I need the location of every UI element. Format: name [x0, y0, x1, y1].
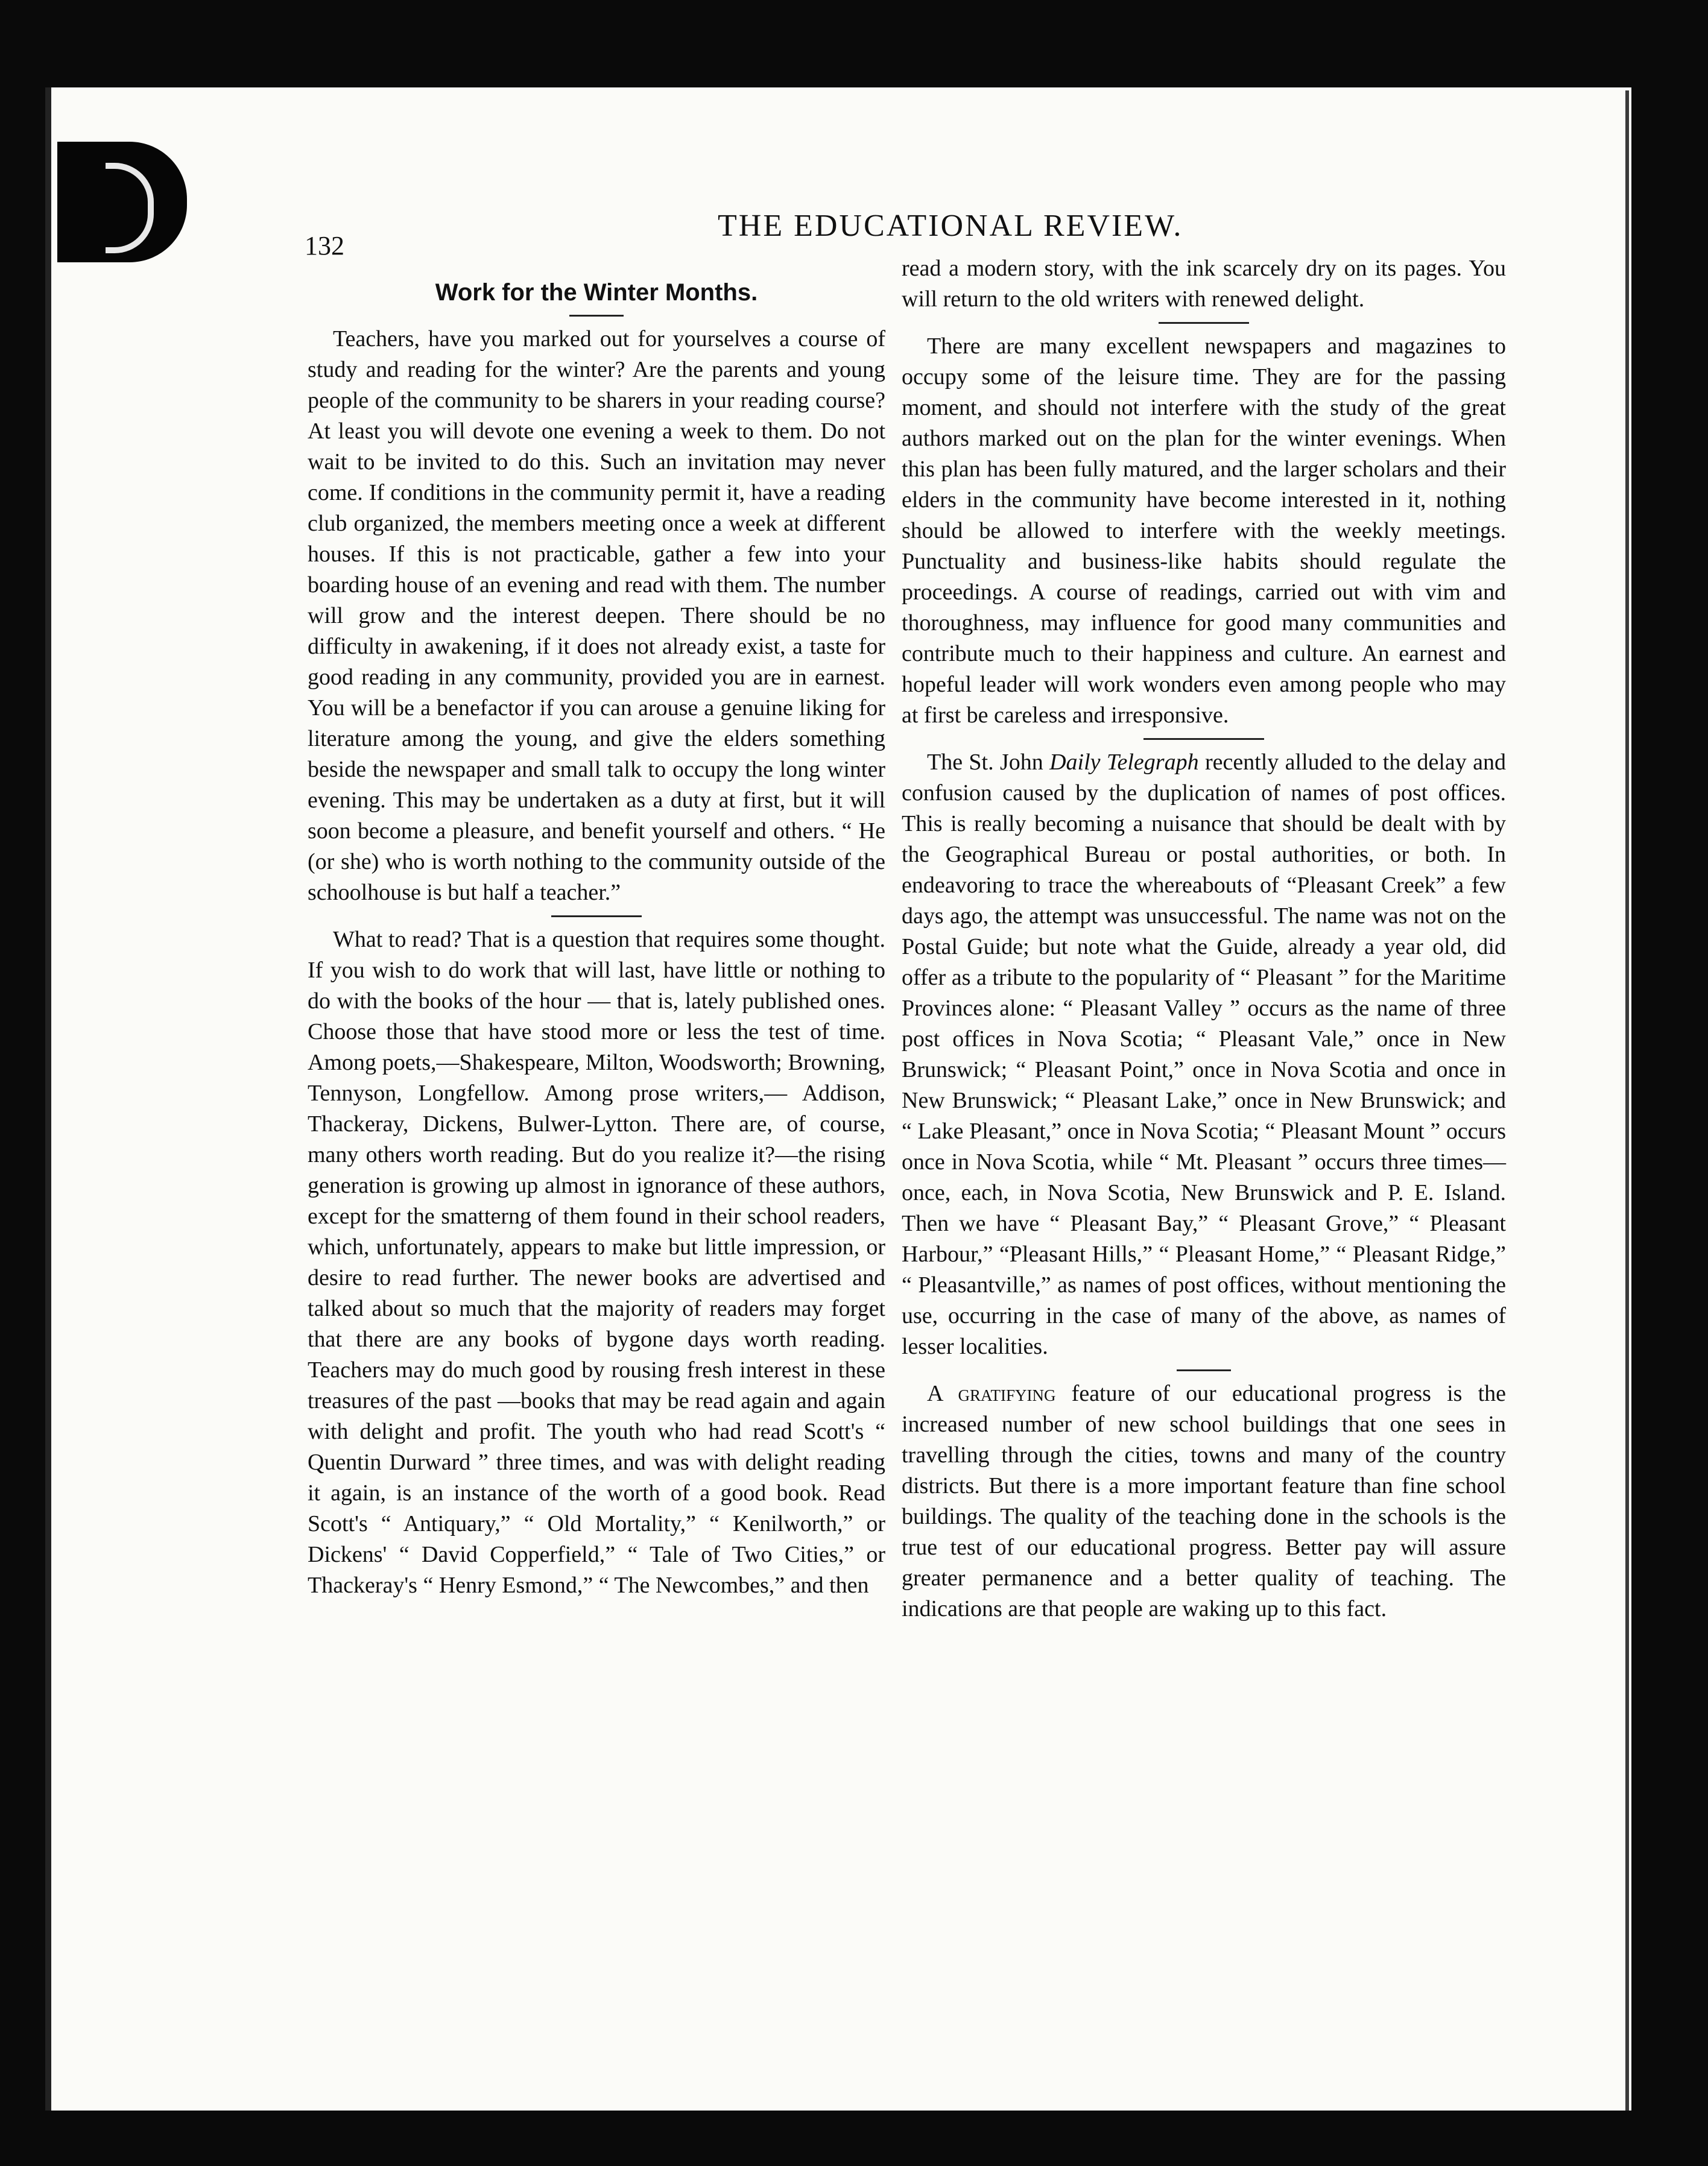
- telegraph-body: recently alluded to the delay and confusion caused by the duplication of names of post offices. This is really becoming a nuisance that should be dealt with by the Geographical Bureau or postal authorities, or both. In endeavoring to trace the whereabouts of “Pleasant Creek” a few days ago, the attempt was unsuccessful. The name was not on the Postal Guide; but note what the Guide, already a year old, did offer as a tribute to the popularity of “ Pleasant ” for the Maritime Provinces alone: “ Pleasant Valley ” occurs as the name of three post offices in Nova Scotia; “ Pleasant Vale,” once in New Brunswick; “ Pleasant Point,” once in Nova Scotia and once in New Brunswick; “ Pleasant Lake,” once in New Brunswick; and “ Lake Pleasant,” once in Nova Scotia; “ Pleasant Mount ” occurs once in Nova Scotia, while “ Mt. Pleasant ” occurs three times—once, each, in Nova Scotia, New Brunswick and P. E. Island. Then we have “ Pleasant Bay,” “ Pleasant Grove,” “ Pleasant Harbour,” “Pleasant Hills,” “ Pleasant Home,” “ Pleasant Ridge,” “ Pleasantville,” as names of post offices, without mentioning the use, occurring in the case of many of the above, as names of lesser localities.: [902, 750, 1507, 1359]
- paragraph-magazines: There are many excellent newspapers and magazines to occupy some of the leisure time. They are for the passing moment, and should not interfere with the study of the great authors marked out on the plan for the winter evenings. When this plan has been fully matured, and the larger scholars and their elders in the community have become interested in it, nothing should be allowed to interfere with the weekly meetings. Punctuality and business-like habits should regulate the proceedings. A course of readings, carried out with vim and thoroughness, may influence for good many communities and contribute much to their happiness and culture. An earnest and hopeful leader will work wonders even among people who may at first be careless and irresponsive.: [902, 333, 1506, 728]
- binding-edge: [1625, 90, 1629, 2111]
- right-column: [902, 253, 1506, 1624]
- telegraph-lead: The St. John: [927, 750, 1043, 775]
- masthead: THE EDUCATIONAL REVIEW.: [718, 209, 1183, 243]
- paragraph-what-to-read: What to read? That is a question that requires some thought. If you wish to do work that will last, have little or nothing to do with the books of the hour — that is, lately published ones. Choose those that have stood more or less the test of time. Among poets,—Shakespeare, Milton, Woodsworth; Browning, Tennyson, Longfellow. Among prose writers,— Addison, Thackeray, Dickens, Bulwer-Lytton. There are, of course, many others worth reading. But do you realize it?—the rising generation is growing up almost in ignorance of these authors, except for the smatterng of them found in their school readers, which, unfortunately, appears to make but little impression, or desire to read further. The newer books are advertised and talked about so much that the majority of readers may forget that there are any books of bygone days worth reading. Teachers may do much good by rousing fresh interest in these treasures of the past —books that may be read again and again with delight and profit. The youth who had read Scott's “ Quentin Durward ” three times, and was with delight reading it again, is an instance of the worth of a good book. Read Scott's “ Antiquary,” “ Old Mortality,” “ Kenilworth,” or Dickens' “ David Copperfield,” “ Tale of Two Cities,” or Thackeray's “ Henry Esmond,” “ The Newcombes,” and then: [308, 927, 885, 1598]
- section-rule: [1143, 738, 1264, 740]
- paragraph-continuation: read a modern story, with the ink scarcely dry on its pages. You will return to the old writers with renewed delight.: [902, 256, 1506, 312]
- article-title: Work for the Winter Months.: [435, 279, 758, 306]
- paragraph-post-offices: [902, 747, 1506, 1362]
- section-rule: [1159, 322, 1249, 324]
- title-rule: [569, 315, 624, 317]
- newspaper-name: Daily Telegraph: [1049, 750, 1199, 775]
- gratifying-lead: A: [927, 1381, 943, 1406]
- scan-border-top: [0, 0, 1708, 90]
- section-rule: [551, 915, 642, 917]
- gratifying-smallcaps: gratifying: [958, 1381, 1056, 1406]
- gratifying-body: feature of our educational progress is the increased number of new school buildings that one sees in travelling through the cities, towns and many of the country districts. But there is a more important feature than fine school buildings. The quality of the teaching done in the schools is the true test of our educational progress. Better pay will assure greater permanence and a better quality of teaching. The indications are that people are waking up to this fact.: [902, 1381, 1507, 1621]
- scan-border-right: [1631, 0, 1708, 2166]
- left-column: [308, 267, 885, 1601]
- page-number: 132: [305, 231, 344, 260]
- scan-border-bottom: [0, 2111, 1708, 2166]
- paragraph-reading-course: Teachers, have you marked out for yourselves a course of study and reading for the winter? Are the parents and young people of the community to be sharers in your reading course? At least you will devote one evening a week to them. Do not wait to be invited to do this. Such an invitation may never come. If conditions in the community permit it, have a reading club organized, the members meeting once a week at different houses. If this is not practicable, gather a few into your boarding house of an evening and read with them. The number will grow and the interest deepen. There should be no difficulty in awakening, if it does not already exist, a taste for good reading in any community, provided you are in earnest. You will be a benefactor if you can arouse a genuine liking for literature among the young, and give the elders something beside the newspaper and small talk to occupy the long winter evening. This may be undertaken as a duty at first, but it will soon become a pleasure, and benefit yourself and others. “ He (or she) who is worth nothing to the community outside of the schoolhouse is but half a teacher.”: [308, 326, 885, 905]
- section-rule: [1177, 1369, 1231, 1371]
- paragraph-school-buildings: [902, 1378, 1506, 1624]
